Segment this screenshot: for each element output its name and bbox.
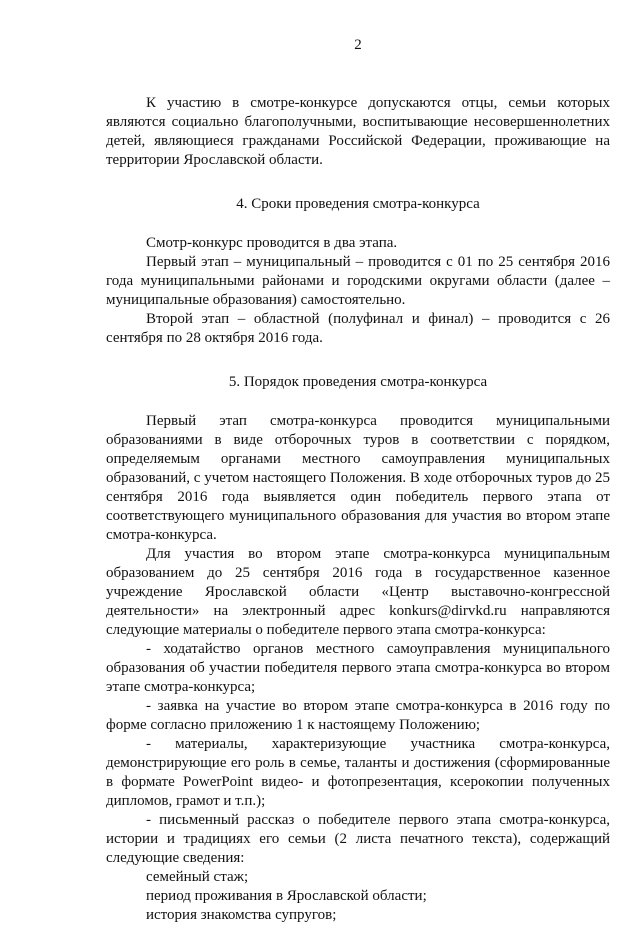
section5-list-item-2: - заявка на участие во втором этапе смотра-конкурса в 2016 году по форме согласно приложению 1 к настоящему Положению; [106, 698, 610, 733]
section5-heading: 5. Порядок проведения смотра-конкурса [228, 374, 488, 390]
section3-paragraph: К участию в смотре-конкурсе допускаются отцы, семьи которых являются социально благополучными, воспитывающие несовершеннолетних детей, являющиеся гражданами Российской Федерации, проживающие на территории Ярославской области. [106, 95, 610, 168]
section4-paragraph-2: Первый этап – муниципальный – проводится с 01 по 25 сентября 2016 года муниципальными районами и городскими округами области (далее – муниципальные образования) самостоятельно. [106, 254, 610, 308]
section5-subitem-2: период проживания в Ярославской области; [146, 888, 427, 904]
section4-paragraph-1: Смотр-конкурс проводится в два этапа. [146, 235, 398, 251]
section4-paragraph-3: Второй этап – областной (полуфинал и финал) – проводится с 26 сентября по 28 октября 2016 года. [106, 311, 610, 346]
section5-list-item-1: - ходатайство органов местного самоуправления муниципального образования об участии победителя первого этапа смотра-конкурса во втором этапе смотра-конкурса; [106, 641, 610, 695]
section4-heading: 4. Сроки проведения смотра-конкурса [236, 196, 480, 212]
document-page [106, 36, 610, 925]
page-number: 2 [354, 37, 362, 53]
section5-paragraph-1: Первый этап смотра-конкурса проводится муниципальными образованиями в виде отборочных туров в соответствии с порядком, определяемым органами местного самоуправления муниципальных образований, с учетом настоящего Положения. В ходе отборочных туров до 25 сентября 2016 года выявляется один победитель первого этапа от соответствующего муниципального образования для участия во втором этапе смотра-конкурса. [106, 413, 610, 543]
section5-subitem-3: история знакомства супругов; [146, 907, 337, 923]
section5-subitem-1: семейный стаж; [146, 869, 249, 885]
section5-list-item-4: - письменный рассказ о победителе первого этапа смотра-конкурса, истории и традициях его семьи (2 листа печатного текста), содержащий следующие сведения: [106, 812, 610, 866]
section5-paragraph-2: Для участия во втором этапе смотра-конкурса муниципальным образованием до 25 сентября 2016 года в государственное казенное учреждение Ярославской области «Центр выставочно-конгрессной деятельности» на электронный адрес konkurs@dirvkd.ru направляются следующие материалы о победителе первого этапа смотра-конкурса: [106, 546, 610, 638]
section5-list-item-3: - материалы, характеризующие участника смотра-конкурса, демонстрирующие его роль в семье, таланты и достижения (сформированные в формате PowerPoint видео- и фотопрезентация, ксерокопии полученных дипломов, грамот и т.п.); [106, 736, 610, 809]
